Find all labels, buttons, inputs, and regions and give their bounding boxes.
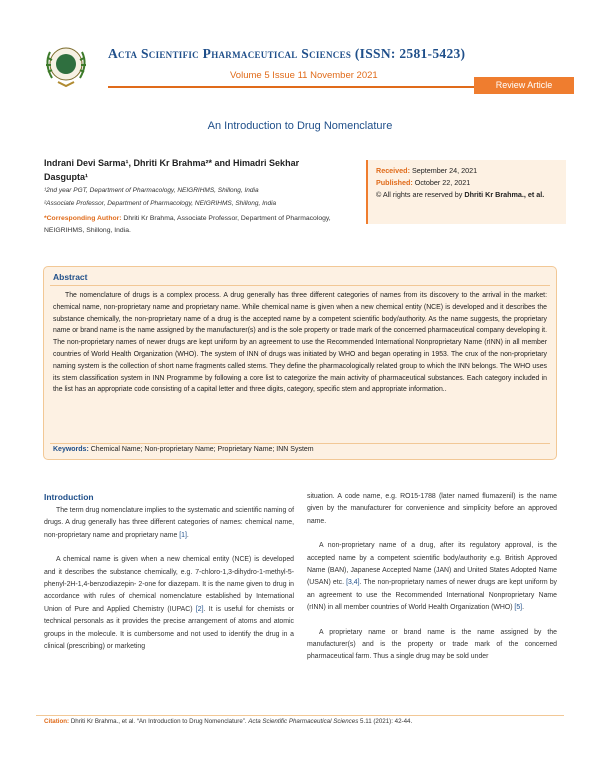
laurel-seal-icon [40,38,92,90]
dates-box [366,160,566,224]
paragraph: situation. A code name, e.g. RO15-1788 (later named flumazenil) is the name given by the manufacturer for convenience and simplicity before an approved name. [307,493,557,525]
corresponding-author [44,213,344,236]
journal-title: Acta Scientific Pharmaceutical Sciences (ISSN: 2581-5423) [108,46,466,61]
issue-line: Volume 5 Issue 11 November 2021 [230,70,378,81]
paragraph: A chemical name is given when a new chemical entity (NCE) is developed and it describes the substance chemically, e.g. 7-chloro-1,3-dihydro-1-methyl-5-phenyl-2H-1,4-benzodiazepin- 2-one for diazepam. It is the name given to drug in accordance with rules of chemical nomenclature established by International Union of Pure and Applied Chemistry (IUPAC) [2]. It is useful for chemists or technical personals as it provides the precise arrangement of atoms and atomic groups in the molecule. It is cumbersome and not used to identify the drug in a clinical (prescribing) or marketing [44,556,294,651]
keywords-text: Chemical Name; Non-proprietary Name; Proprietary Name; INN System [88,446,314,453]
published-label: Published: [376,178,413,187]
corresponding-text: Dhriti Kr Brahma, Associate Professor, Department of Pharmacology, NEIGRIHMS, Shillong, India. [44,215,331,234]
citation-link[interactable]: [5] [514,604,523,612]
paragraph: A non-proprietary name of a drug, after its regulatory approval, is the accepted name by a competent scientific body/authority e.g. British Approved Name (BAN), Japanese Accepted Name (JAN) and United States Adopted Name (USAN) etc. [3,4]. The non-proprietary names of newer drugs are kept uniform by an agreement to use the Recommended International Nonproprietary Name (rINN) in all member countries of World Health Organization (WHO) [5]. [307,542,557,612]
abstract-text: The nomenclature of drugs is a complex process. A drug generally has three different categories of names from its discovery to the arrival in the market: chemical name, non-proprietary name and proprietary name. While chemical name is given when a new chemical entity (NCE) is developed and it describes the substance chemically, the non-proprietary name of a drug is the accepted name by a competent scientific body/authority. As the name suggests, the proprietary name or brand name is the name assigned by the manufacturer(s) and is the sole property or trade mark of the concerned pharmaceutical company developing it. The non-proprietary names of newer drugs are kept uniform by an agreement to use the Recommended International Nonproprietary Name (rINN) in all member countries of World Health Organization (WHO). The system of INN of drugs was initiated by WHO and began operating in 1953. The crux of the non-proprietary naming system is the collection of short name fragments called stems. They define the pharmacologically related group to which the INN belongs. The WHO uses its stem classification system in INN Programme by following a core list to categorize the main activity of pharmaceutical substances. Each category included in the list has an appropriate code consisting of a capital letter and three digits, category, specific stem and appropriate information.. [53,292,547,394]
keywords-divider [50,443,550,444]
left-column [44,505,294,665]
affiliation-2: ²Associate Professor, Department of Pharmacology, NEIGRIHMS, Shillong, India [44,200,277,207]
article-type-badge: Review Article [474,77,574,94]
abstract-divider [50,285,550,286]
author-list [44,156,344,184]
authors-line-1: Indrani Devi Sarma¹, Dhriti Kr Brahma²* and Himadri Sekhar [44,158,300,168]
citation-footer: Citation: Dhriti Kr Brahma., et al. “An Introduction to Drug Nomenclature”. Acta Scientific Pharmaceutical Sciences 5.11 (2021): 42-44. [44,718,413,725]
journal-logo [40,38,92,90]
received-label: Received: [376,166,410,175]
footer-divider [36,715,564,716]
keywords [53,446,314,453]
rights-holder: Dhriti Kr Brahma., et al. [464,190,545,199]
paragraph: The term drug nomenclature implies to the systematic and scientific naming of drugs. A drug generally has three different categories of names: chemical name, non-proprietary name and proprietary name [1]. [44,507,294,539]
citation-link[interactable]: [1] [179,531,187,539]
article-title: An Introduction to Drug Nomenclature [207,120,393,132]
paragraph: A proprietary name or brand name is the name assigned by the manufacturer(s) and is the property or trade mark of the concerned pharmaceutical farm. Thus a single drug may be sold under [307,628,557,661]
citation-journal: Acta Scientific Pharmaceutical Sciences [248,718,359,725]
right-column [307,491,557,676]
citation-link[interactable]: [2] [195,605,204,613]
published-value: October 22, 2021 [412,178,471,187]
rights-text: © All rights are reserved by [376,190,465,199]
authors-line-2: Dasgupta¹ [44,172,89,182]
received-date [376,165,558,177]
affiliation-1: ¹2nd year PGT, Department of Pharmacology, NEIGRIHMS, Shillong, India [44,187,259,194]
citation-label: Citation: [44,718,70,725]
abstract-heading: Abstract [53,272,88,282]
rights-line [376,189,558,201]
received-value: September 24, 2021 [409,166,478,175]
published-date [376,177,558,189]
keywords-label: Keywords: [53,446,89,453]
introduction-heading: Introduction [44,492,94,502]
corresponding-label: *Corresponding Author: [44,215,122,222]
citation-link[interactable]: [3,4] [346,579,360,587]
header-divider [108,86,478,88]
